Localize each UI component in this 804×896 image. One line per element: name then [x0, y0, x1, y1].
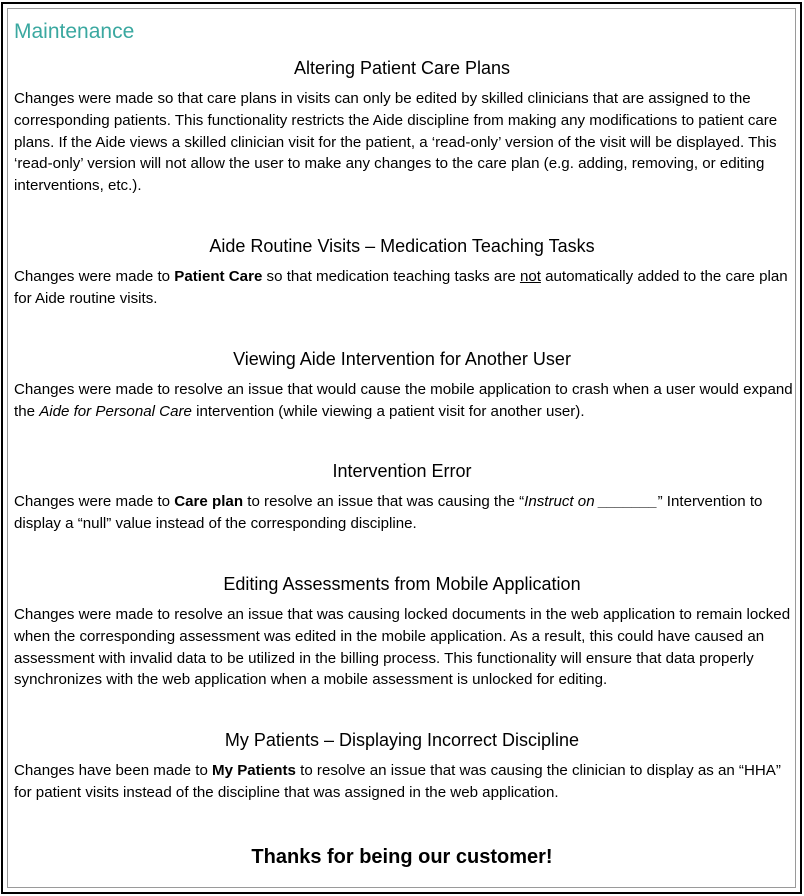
section-body: Changes were made to resolve an issue that was causing locked documents in the web application to remain locked when the corresponding assessment was edited in the mobile application. As a result, this could have caused an assessment with invalid data to be utilized in the billing process. This functionality will ensure that data properly synchronizes with the web application when a mobile assessment is unlocked for editing.	[14, 606, 791, 689]
page-heading: Maintenance	[14, 20, 135, 43]
section-body: Changes have been made to My Patients to resolve an issue that was causing the clinician to display as an “HHA” for patient visits instead of the discipline that was assigned in the web application.	[14, 762, 781, 801]
section-viewing-aide-intervention	[14, 348, 798, 423]
section-title: Viewing Aide Intervention for Another User	[233, 349, 571, 369]
section-title: Altering Patient Care Plans	[293, 58, 511, 78]
section-title: Intervention Error	[332, 461, 472, 481]
section-body: Changes were made to Patient Care so that medication teaching tasks are not automatically added to the care plan for Aide routine visits.	[14, 268, 788, 307]
section-body: Changes were made to resolve an issue that would cause the mobile application to crash when a user would expand the Aide for Personal Care intervention (while viewing a patient visit for another user).	[14, 381, 793, 420]
section-title: Editing Assessments from Mobile Application	[223, 574, 581, 594]
section-aide-routine-visits	[14, 235, 798, 310]
section-title: Aide Routine Visits – Medication Teaching Tasks	[209, 236, 595, 256]
section-my-patients	[14, 729, 798, 804]
bold-term: Care plan	[174, 493, 244, 510]
section-title: My Patients – Displaying Incorrect Discipline	[224, 730, 580, 750]
section-editing-assessments	[14, 573, 798, 691]
section-altering-care-plans	[14, 57, 798, 197]
underlined-term: not	[519, 268, 541, 285]
closing-message: Thanks for being our customer!	[251, 846, 553, 868]
italic-term: Aide for Personal Care	[39, 402, 192, 420]
section-body: Changes were made so that care plans in visits can only be edited by skilled clinicians that are assigned to the corresponding patients. This functionality restricts the Aide discipline from making any modifications to patient care plans. If the Aide views a skilled clinician visit for the patient, a ‘read-only’ version of the visit will be displayed. This ‘read-only’ version will not allow the user to make any changes to the care plan (e.g. adding, removing, or editing interventions, etc.).	[14, 90, 778, 195]
section-body: Changes were made to Care plan to resolve an issue that was causing the “Instruct on _______” Intervention to display a “null” value instead of the corresponding discipline.	[14, 493, 763, 532]
italic-term: Instruct on _______	[524, 493, 658, 510]
bold-term: Patient Care	[174, 268, 263, 285]
bold-term: My Patients	[212, 762, 296, 779]
section-intervention-error	[14, 460, 798, 535]
